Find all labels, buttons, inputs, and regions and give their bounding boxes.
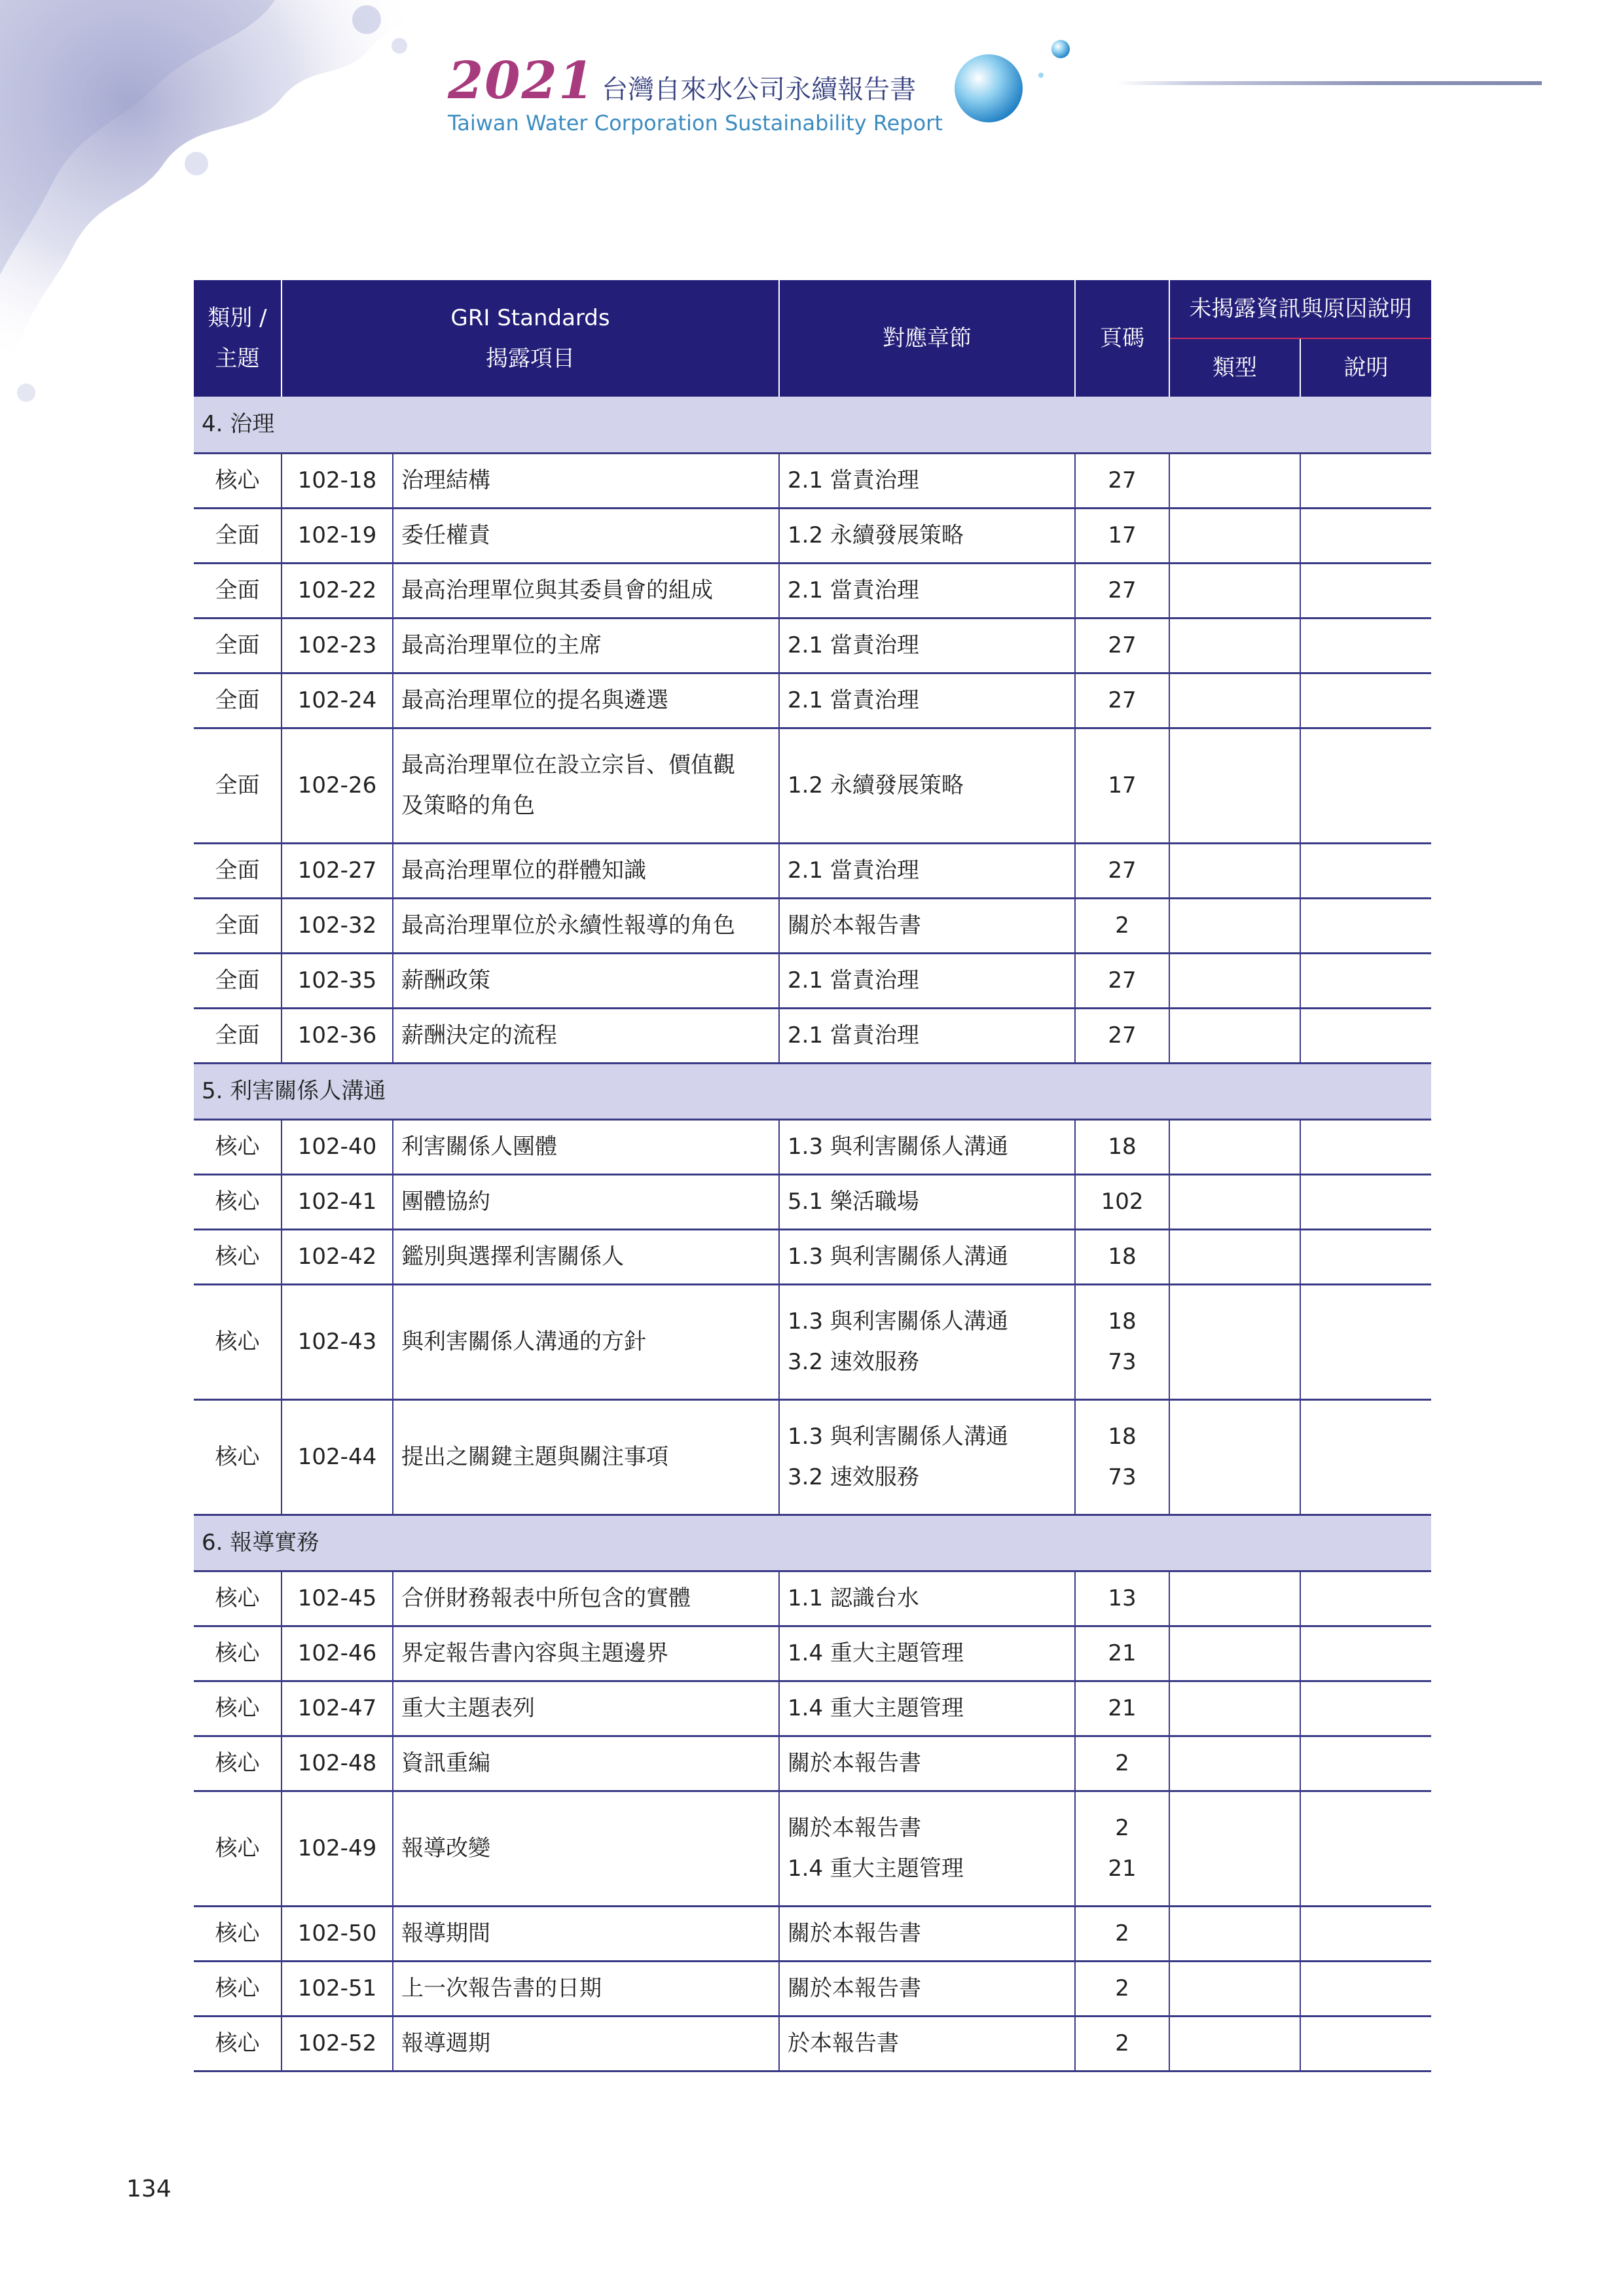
cell-category: 全面 [194,728,282,843]
cell-omission-desc [1300,843,1431,898]
cell-code: 102-32 [282,898,393,953]
cell-page: 18 [1075,1119,1169,1174]
cell-item: 報導週期 [393,2016,779,2071]
cell-omission-type [1169,1961,1300,2016]
cell-item: 薪酬政策 [393,953,779,1008]
col-header-omission-type: 類型 [1169,338,1300,397]
table-row [194,1626,1431,1681]
table-row [194,953,1431,1008]
cell-omission-desc [1300,618,1431,673]
cell-omission-desc [1300,1961,1431,2016]
cell-omission-type [1169,563,1300,618]
col-header-gri: GRI Standards 揭露項目 [282,280,779,397]
cell-code: 102-26 [282,728,393,843]
cell-omission-type [1169,1571,1300,1626]
cell-category: 核心 [194,1681,282,1736]
cell-code: 102-45 [282,1571,393,1626]
cell-omission-type [1169,1626,1300,1681]
cell-page: 27 [1075,453,1169,508]
cell-chapter: 2.1 當責治理 [779,618,1075,673]
cell-omission-desc [1300,1791,1431,1906]
cell-code: 102-47 [282,1681,393,1736]
cell-item: 與利害關係人溝通的方針 [393,1284,779,1399]
cell-omission-type [1169,1284,1300,1399]
section-header-row [194,1063,1431,1119]
cell-omission-desc [1300,953,1431,1008]
cell-omission-type [1169,1119,1300,1174]
table-row [194,1284,1431,1399]
cell-code: 102-44 [282,1399,393,1515]
cell-chapter: 1.3 與利害關係人溝通 [779,1229,1075,1284]
cell-category: 核心 [194,1906,282,1961]
cell-code: 102-40 [282,1119,393,1174]
table-row [194,508,1431,563]
water-drop-icon [943,26,1113,131]
cell-category: 核心 [194,1229,282,1284]
cell-omission-desc [1300,563,1431,618]
cell-code: 102-48 [282,1736,393,1791]
cell-category: 全面 [194,618,282,673]
cell-category: 全面 [194,673,282,728]
cell-code: 102-23 [282,618,393,673]
cell-item: 上一次報告書的日期 [393,1961,779,2016]
cell-chapter: 2.1 當責治理 [779,843,1075,898]
cell-omission-desc [1300,1229,1431,1284]
cell-code: 102-27 [282,843,393,898]
cell-page: 2 [1075,1906,1169,1961]
report-subtitle: Taiwan Water Corporation Sustainability Report [448,111,943,135]
col-header-omission: 未揭露資訊與原因說明 [1169,280,1431,338]
cell-page: 27 [1075,618,1169,673]
table-row [194,1791,1431,1906]
page-number: 134 [126,2176,172,2202]
cell-item: 重大主題表列 [393,1681,779,1736]
section-title: 4. 治理 [194,397,1431,453]
table-row [194,618,1431,673]
cell-page: 2 [1075,898,1169,953]
cell-omission-desc [1300,1681,1431,1736]
cell-page: 102 [1075,1174,1169,1229]
cell-page: 27 [1075,953,1169,1008]
cell-page: 17 [1075,728,1169,843]
table-row [194,843,1431,898]
cell-omission-desc [1300,1571,1431,1626]
cell-omission-desc [1300,453,1431,508]
table-row [194,1961,1431,2016]
cell-chapter: 於本報告書 [779,2016,1075,2071]
cell-category: 全面 [194,843,282,898]
cell-chapter: 1.2 永續發展策略 [779,508,1075,563]
table-row [194,1229,1431,1284]
cell-category: 核心 [194,1284,282,1399]
cell-page: 2 21 [1075,1791,1169,1906]
cell-omission-type [1169,1736,1300,1791]
cell-omission-desc [1300,1008,1431,1063]
cell-omission-type [1169,1229,1300,1284]
gri-index-table [194,280,1431,2072]
cell-category: 核心 [194,1791,282,1906]
cell-category: 全面 [194,1008,282,1063]
cell-category: 全面 [194,898,282,953]
cell-code: 102-35 [282,953,393,1008]
col-header-omission-desc: 說明 [1300,338,1431,397]
cell-category: 核心 [194,453,282,508]
cell-chapter: 1.3 與利害關係人溝通 3.2 速效服務 [779,1284,1075,1399]
report-year: 2021 [448,51,596,111]
cell-item: 最高治理單位的群體知識 [393,843,779,898]
cell-omission-desc [1300,1284,1431,1399]
cell-omission-type [1169,898,1300,953]
header-rule [1116,81,1542,85]
cell-code: 102-24 [282,673,393,728]
cell-page: 13 [1075,1571,1169,1626]
cell-chapter: 2.1 當責治理 [779,563,1075,618]
cell-page: 2 [1075,2016,1169,2071]
cell-category: 全面 [194,508,282,563]
cell-category: 核心 [194,1961,282,2016]
cell-item: 資訊重編 [393,1736,779,1791]
cell-omission-desc [1300,1119,1431,1174]
cell-chapter: 關於本報告書 [779,1906,1075,1961]
cell-chapter: 關於本報告書 [779,1736,1075,1791]
col-header-category: 類別 / 主題 [194,280,282,397]
table-row [194,1399,1431,1515]
cell-category: 核心 [194,1571,282,1626]
cell-item: 界定報告書內容與主題邊界 [393,1626,779,1681]
cell-omission-desc [1300,1626,1431,1681]
cell-page: 27 [1075,673,1169,728]
cell-code: 102-19 [282,508,393,563]
cell-page: 21 [1075,1626,1169,1681]
table-row [194,1119,1431,1174]
cell-item: 報導改變 [393,1791,779,1906]
cell-omission-type [1169,1174,1300,1229]
cell-code: 102-52 [282,2016,393,2071]
cell-chapter: 關於本報告書 1.4 重大主題管理 [779,1791,1075,1906]
cell-chapter: 2.1 當責治理 [779,453,1075,508]
cell-page: 18 73 [1075,1399,1169,1515]
cell-chapter: 1.4 重大主題管理 [779,1681,1075,1736]
cell-item: 最高治理單位於永續性報導的角色 [393,898,779,953]
table-row [194,728,1431,843]
cell-omission-type [1169,673,1300,728]
cell-code: 102-43 [282,1284,393,1399]
cell-omission-desc [1300,1399,1431,1515]
cell-chapter: 關於本報告書 [779,898,1075,953]
gri-table-body [194,397,1431,2071]
cell-item: 團體協約 [393,1174,779,1229]
cell-code: 102-46 [282,1626,393,1681]
cell-code: 102-50 [282,1906,393,1961]
cell-item: 薪酬決定的流程 [393,1008,779,1063]
cell-omission-desc [1300,2016,1431,2071]
cell-code: 102-41 [282,1174,393,1229]
cell-item: 利害關係人團體 [393,1119,779,1174]
cell-category: 全面 [194,563,282,618]
cell-omission-desc [1300,1174,1431,1229]
cell-chapter: 1.4 重大主題管理 [779,1626,1075,1681]
cell-chapter: 1.3 與利害關係人溝通 [779,1119,1075,1174]
table-row [194,1681,1431,1736]
table-row [194,1736,1431,1791]
cell-item: 最高治理單位的提名與遴選 [393,673,779,728]
cell-item: 委任權責 [393,508,779,563]
cell-item: 提出之關鍵主題與關注事項 [393,1399,779,1515]
cell-omission-type [1169,453,1300,508]
cell-page: 27 [1075,1008,1169,1063]
cell-category: 核心 [194,2016,282,2071]
cell-page: 18 [1075,1229,1169,1284]
cell-chapter: 2.1 當責治理 [779,673,1075,728]
cell-item: 治理結構 [393,453,779,508]
report-title: 台灣自來水公司永續報告書 [602,75,917,105]
cell-code: 102-36 [282,1008,393,1063]
cell-omission-type [1169,1008,1300,1063]
cell-chapter: 2.1 當責治理 [779,1008,1075,1063]
cell-item: 合併財務報表中所包含的實體 [393,1571,779,1626]
col-header-page: 頁碼 [1075,280,1169,397]
cell-page: 21 [1075,1681,1169,1736]
section-header-row [194,397,1431,453]
cell-page: 2 [1075,1961,1169,2016]
cell-code: 102-18 [282,453,393,508]
cell-chapter: 1.1 認識台水 [779,1571,1075,1626]
cell-category: 核心 [194,1626,282,1681]
cell-code: 102-42 [282,1229,393,1284]
table-row [194,1174,1431,1229]
cell-category: 核心 [194,1736,282,1791]
cell-omission-type [1169,508,1300,563]
cell-category: 核心 [194,1399,282,1515]
cell-code: 102-51 [282,1961,393,2016]
table-row [194,453,1431,508]
cell-omission-desc [1300,898,1431,953]
cell-omission-desc [1300,508,1431,563]
section-header-row [194,1515,1431,1571]
table-row [194,1008,1431,1063]
section-title: 5. 利害關係人溝通 [194,1063,1431,1119]
cell-omission-desc [1300,728,1431,843]
cell-page: 17 [1075,508,1169,563]
table-row [194,673,1431,728]
cell-item: 最高治理單位在設立宗旨、價值觀 及策略的角色 [393,728,779,843]
cell-item: 最高治理單位與其委員會的組成 [393,563,779,618]
table-row [194,1571,1431,1626]
cell-omission-type [1169,1681,1300,1736]
cell-omission-desc [1300,1736,1431,1791]
cell-page: 27 [1075,843,1169,898]
cell-chapter: 關於本報告書 [779,1961,1075,2016]
cell-page: 18 73 [1075,1284,1169,1399]
table-row [194,2016,1431,2071]
cell-item: 報導期間 [393,1906,779,1961]
cell-omission-type [1169,1791,1300,1906]
cell-omission-type [1169,843,1300,898]
cell-omission-type [1169,1399,1300,1515]
cell-item: 最高治理單位的主席 [393,618,779,673]
cell-category: 全面 [194,953,282,1008]
cell-item: 鑑別與選擇利害關係人 [393,1229,779,1284]
cell-omission-type [1169,728,1300,843]
table-row [194,563,1431,618]
col-header-chapter: 對應章節 [779,280,1075,397]
report-header [448,51,943,135]
table-row [194,898,1431,953]
cell-chapter: 2.1 當責治理 [779,953,1075,1008]
cell-category: 核心 [194,1174,282,1229]
cell-chapter: 1.3 與利害關係人溝通 3.2 速效服務 [779,1399,1075,1515]
cell-omission-desc [1300,673,1431,728]
cell-omission-type [1169,1906,1300,1961]
cell-omission-desc [1300,1906,1431,1961]
cell-page: 27 [1075,563,1169,618]
cell-chapter: 5.1 樂活職場 [779,1174,1075,1229]
section-title: 6. 報導實務 [194,1515,1431,1571]
cell-omission-type [1169,953,1300,1008]
cell-code: 102-22 [282,563,393,618]
cell-category: 核心 [194,1119,282,1174]
cell-page: 2 [1075,1736,1169,1791]
cell-omission-type [1169,618,1300,673]
table-row [194,1906,1431,1961]
cell-omission-type [1169,2016,1300,2071]
cell-chapter: 1.2 永續發展策略 [779,728,1075,843]
cell-code: 102-49 [282,1791,393,1906]
